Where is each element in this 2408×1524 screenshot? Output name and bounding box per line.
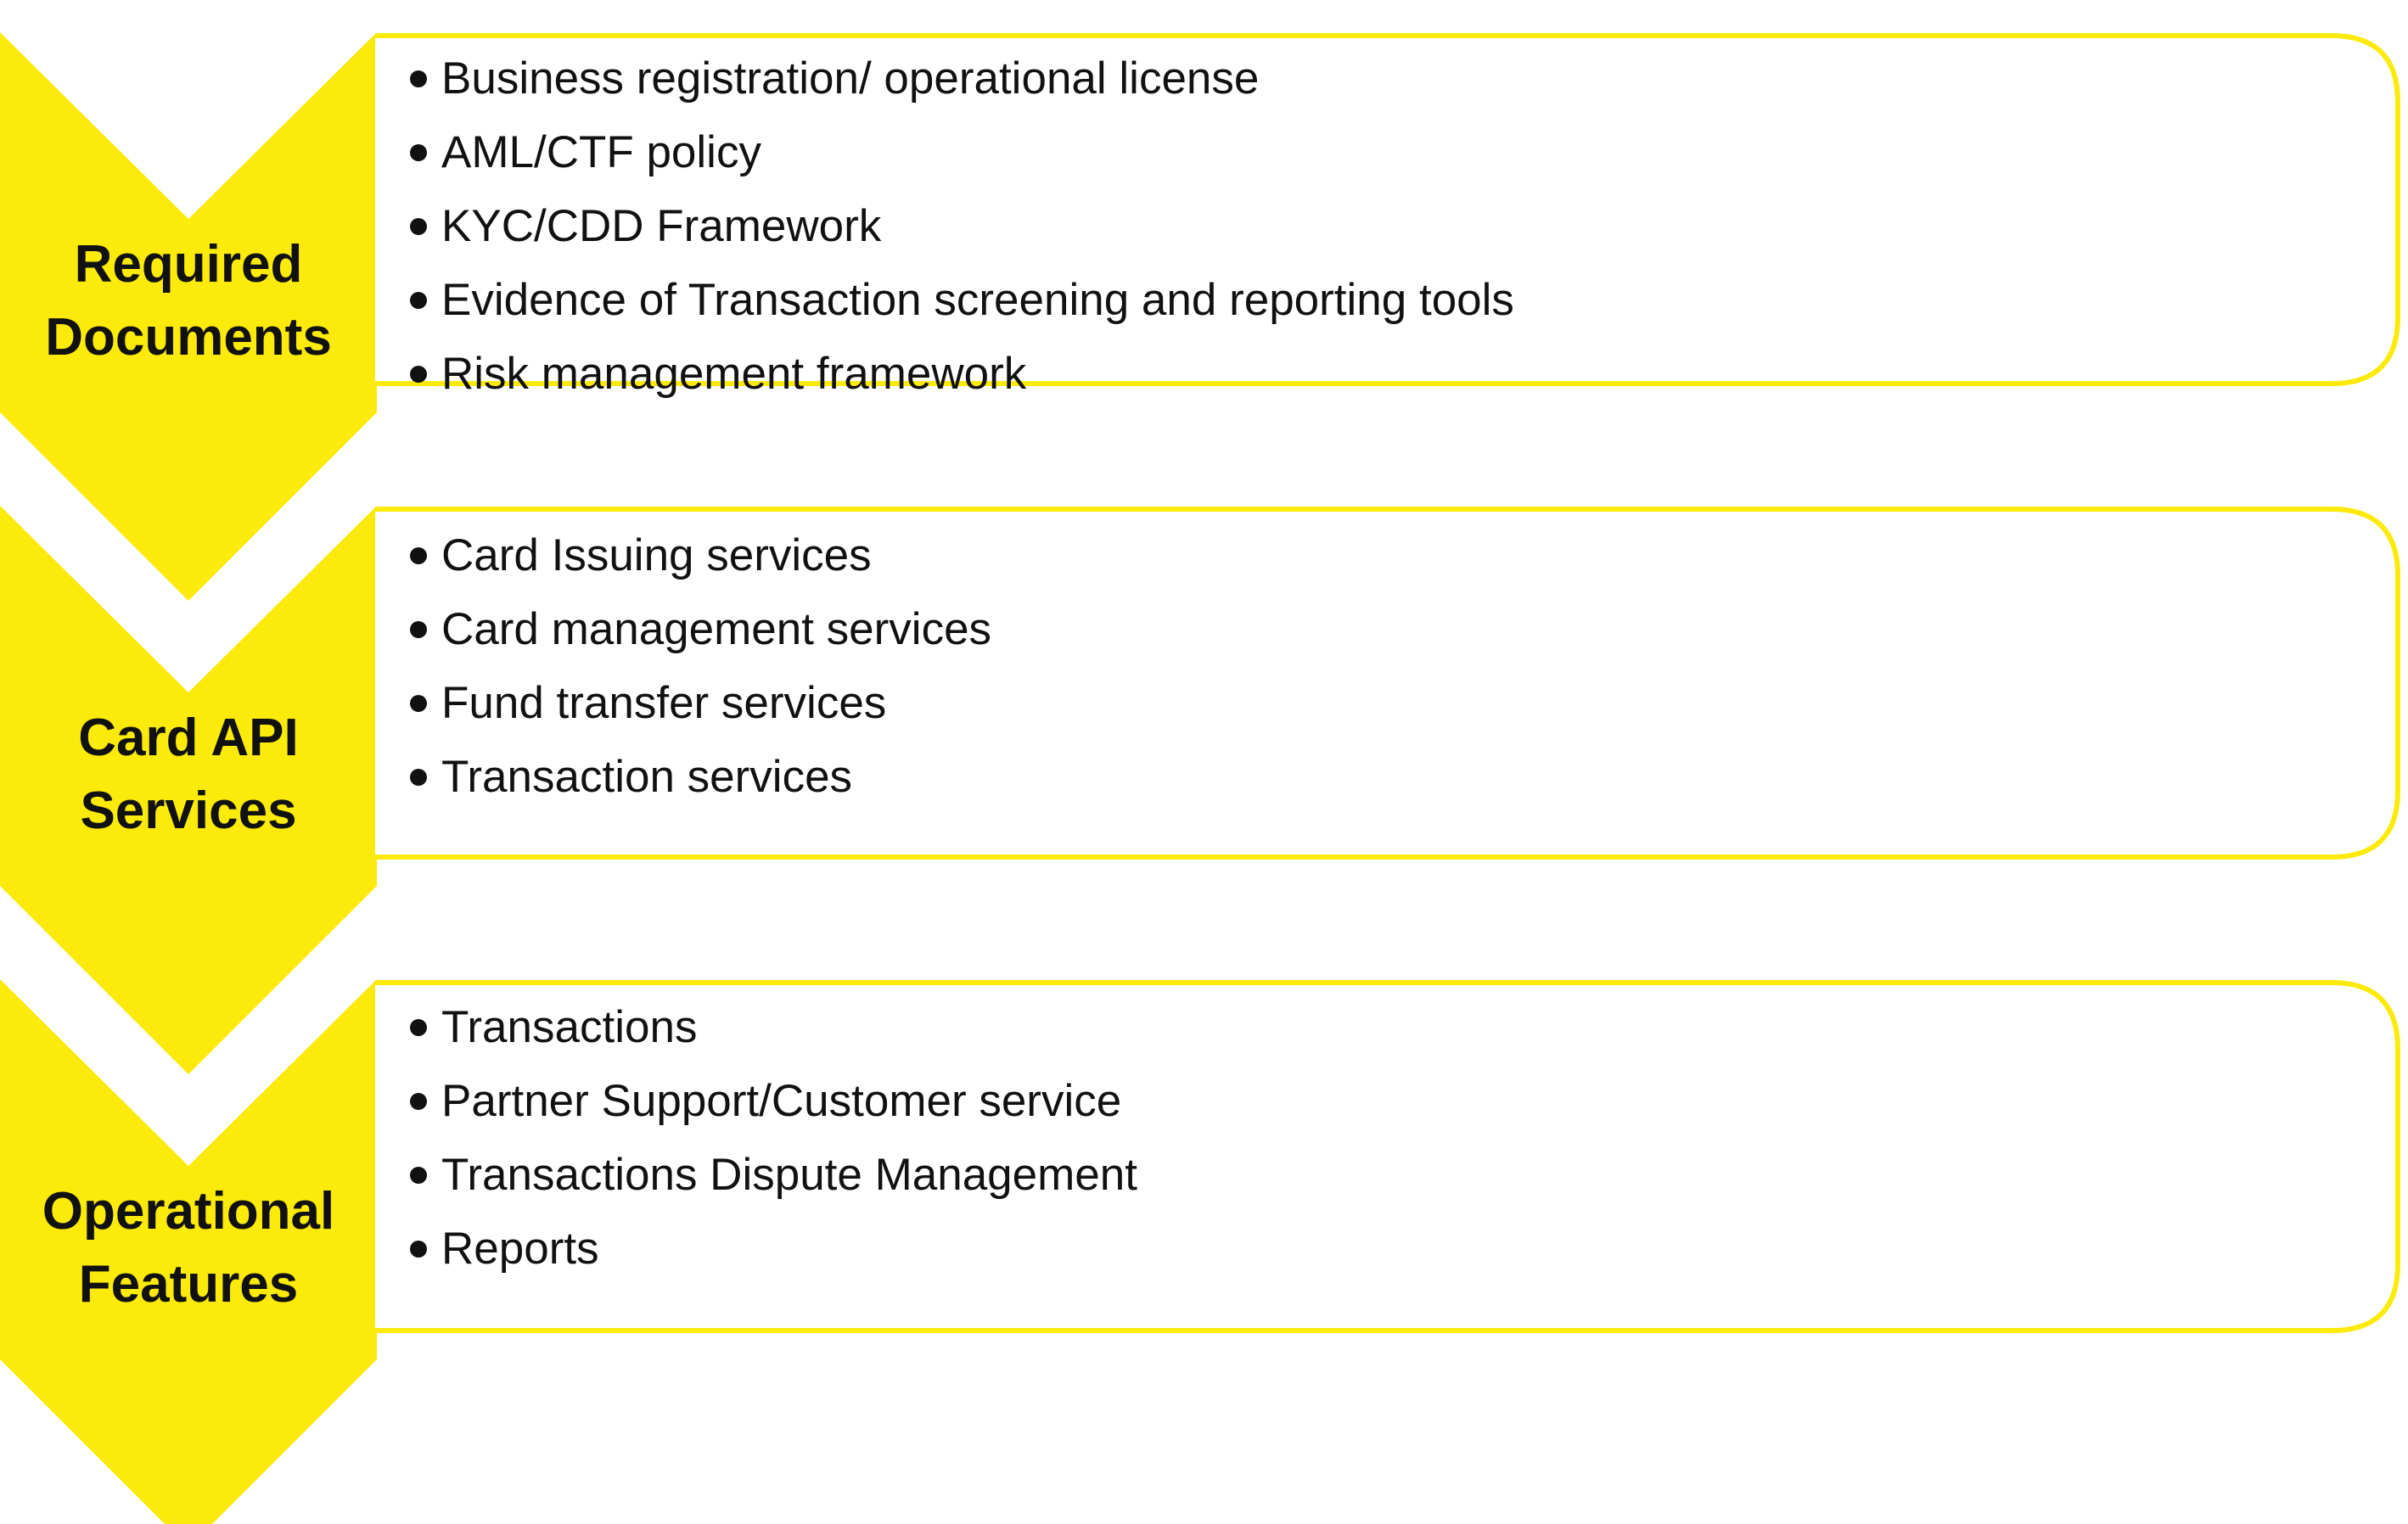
list-item <box>410 53 1259 104</box>
list-item <box>410 604 991 654</box>
list-item <box>410 752 852 802</box>
list-item <box>410 678 886 728</box>
list-item <box>410 275 1514 325</box>
list-item <box>410 1076 1121 1126</box>
list-item-label: Fund transfer services <box>441 678 887 728</box>
stage-title-line: Required <box>74 235 303 294</box>
bullet-icon <box>410 547 427 564</box>
list-item-label: KYC/CDD Framework <box>441 201 882 251</box>
list-item-label: Transactions <box>441 1002 698 1052</box>
bullet-icon <box>410 769 427 786</box>
list-item-label: Business registration/ operational license <box>441 53 1260 104</box>
stage-title-line: Card API <box>78 709 299 767</box>
list-item-label: Evidence of Transaction screening and reporting tools <box>441 275 1514 325</box>
list-item-label: Partner Support/Customer service <box>441 1076 1122 1126</box>
bullet-icon <box>410 218 427 235</box>
bullet-icon <box>410 1093 427 1110</box>
stage-title-line: Documents <box>45 308 332 367</box>
list-item <box>410 530 872 580</box>
bullet-icon <box>410 621 427 638</box>
stage-title-line: Services <box>80 782 297 840</box>
bullet-icon <box>410 695 427 712</box>
list-item-label: Reports <box>441 1224 599 1274</box>
bullet-icon <box>410 1167 427 1184</box>
stage-title-line: Operational <box>42 1182 335 1241</box>
list-item-label: AML/CTF policy <box>441 127 761 177</box>
list-item-label: Transaction services <box>441 752 853 802</box>
bullet-icon <box>410 144 427 161</box>
bullet-icon <box>410 1241 427 1258</box>
list-item <box>410 201 882 251</box>
bullet-icon <box>410 366 427 383</box>
bullet-icon <box>410 1019 427 1036</box>
list-item <box>410 1150 1137 1200</box>
bullet-icon <box>410 292 427 309</box>
list-item <box>410 1002 697 1052</box>
stage-title-line: Features <box>78 1255 299 1314</box>
list-item <box>410 127 761 177</box>
bullet-icon <box>410 70 427 87</box>
list-item-label: Card Issuing services <box>441 530 872 580</box>
stage-3 <box>0 979 2398 1524</box>
list-item-label: Risk management framework <box>441 349 1027 399</box>
list-item-label: Transactions Dispute Management <box>441 1150 1137 1200</box>
list-item-label: Card management services <box>441 604 992 654</box>
list-item <box>410 349 1027 399</box>
